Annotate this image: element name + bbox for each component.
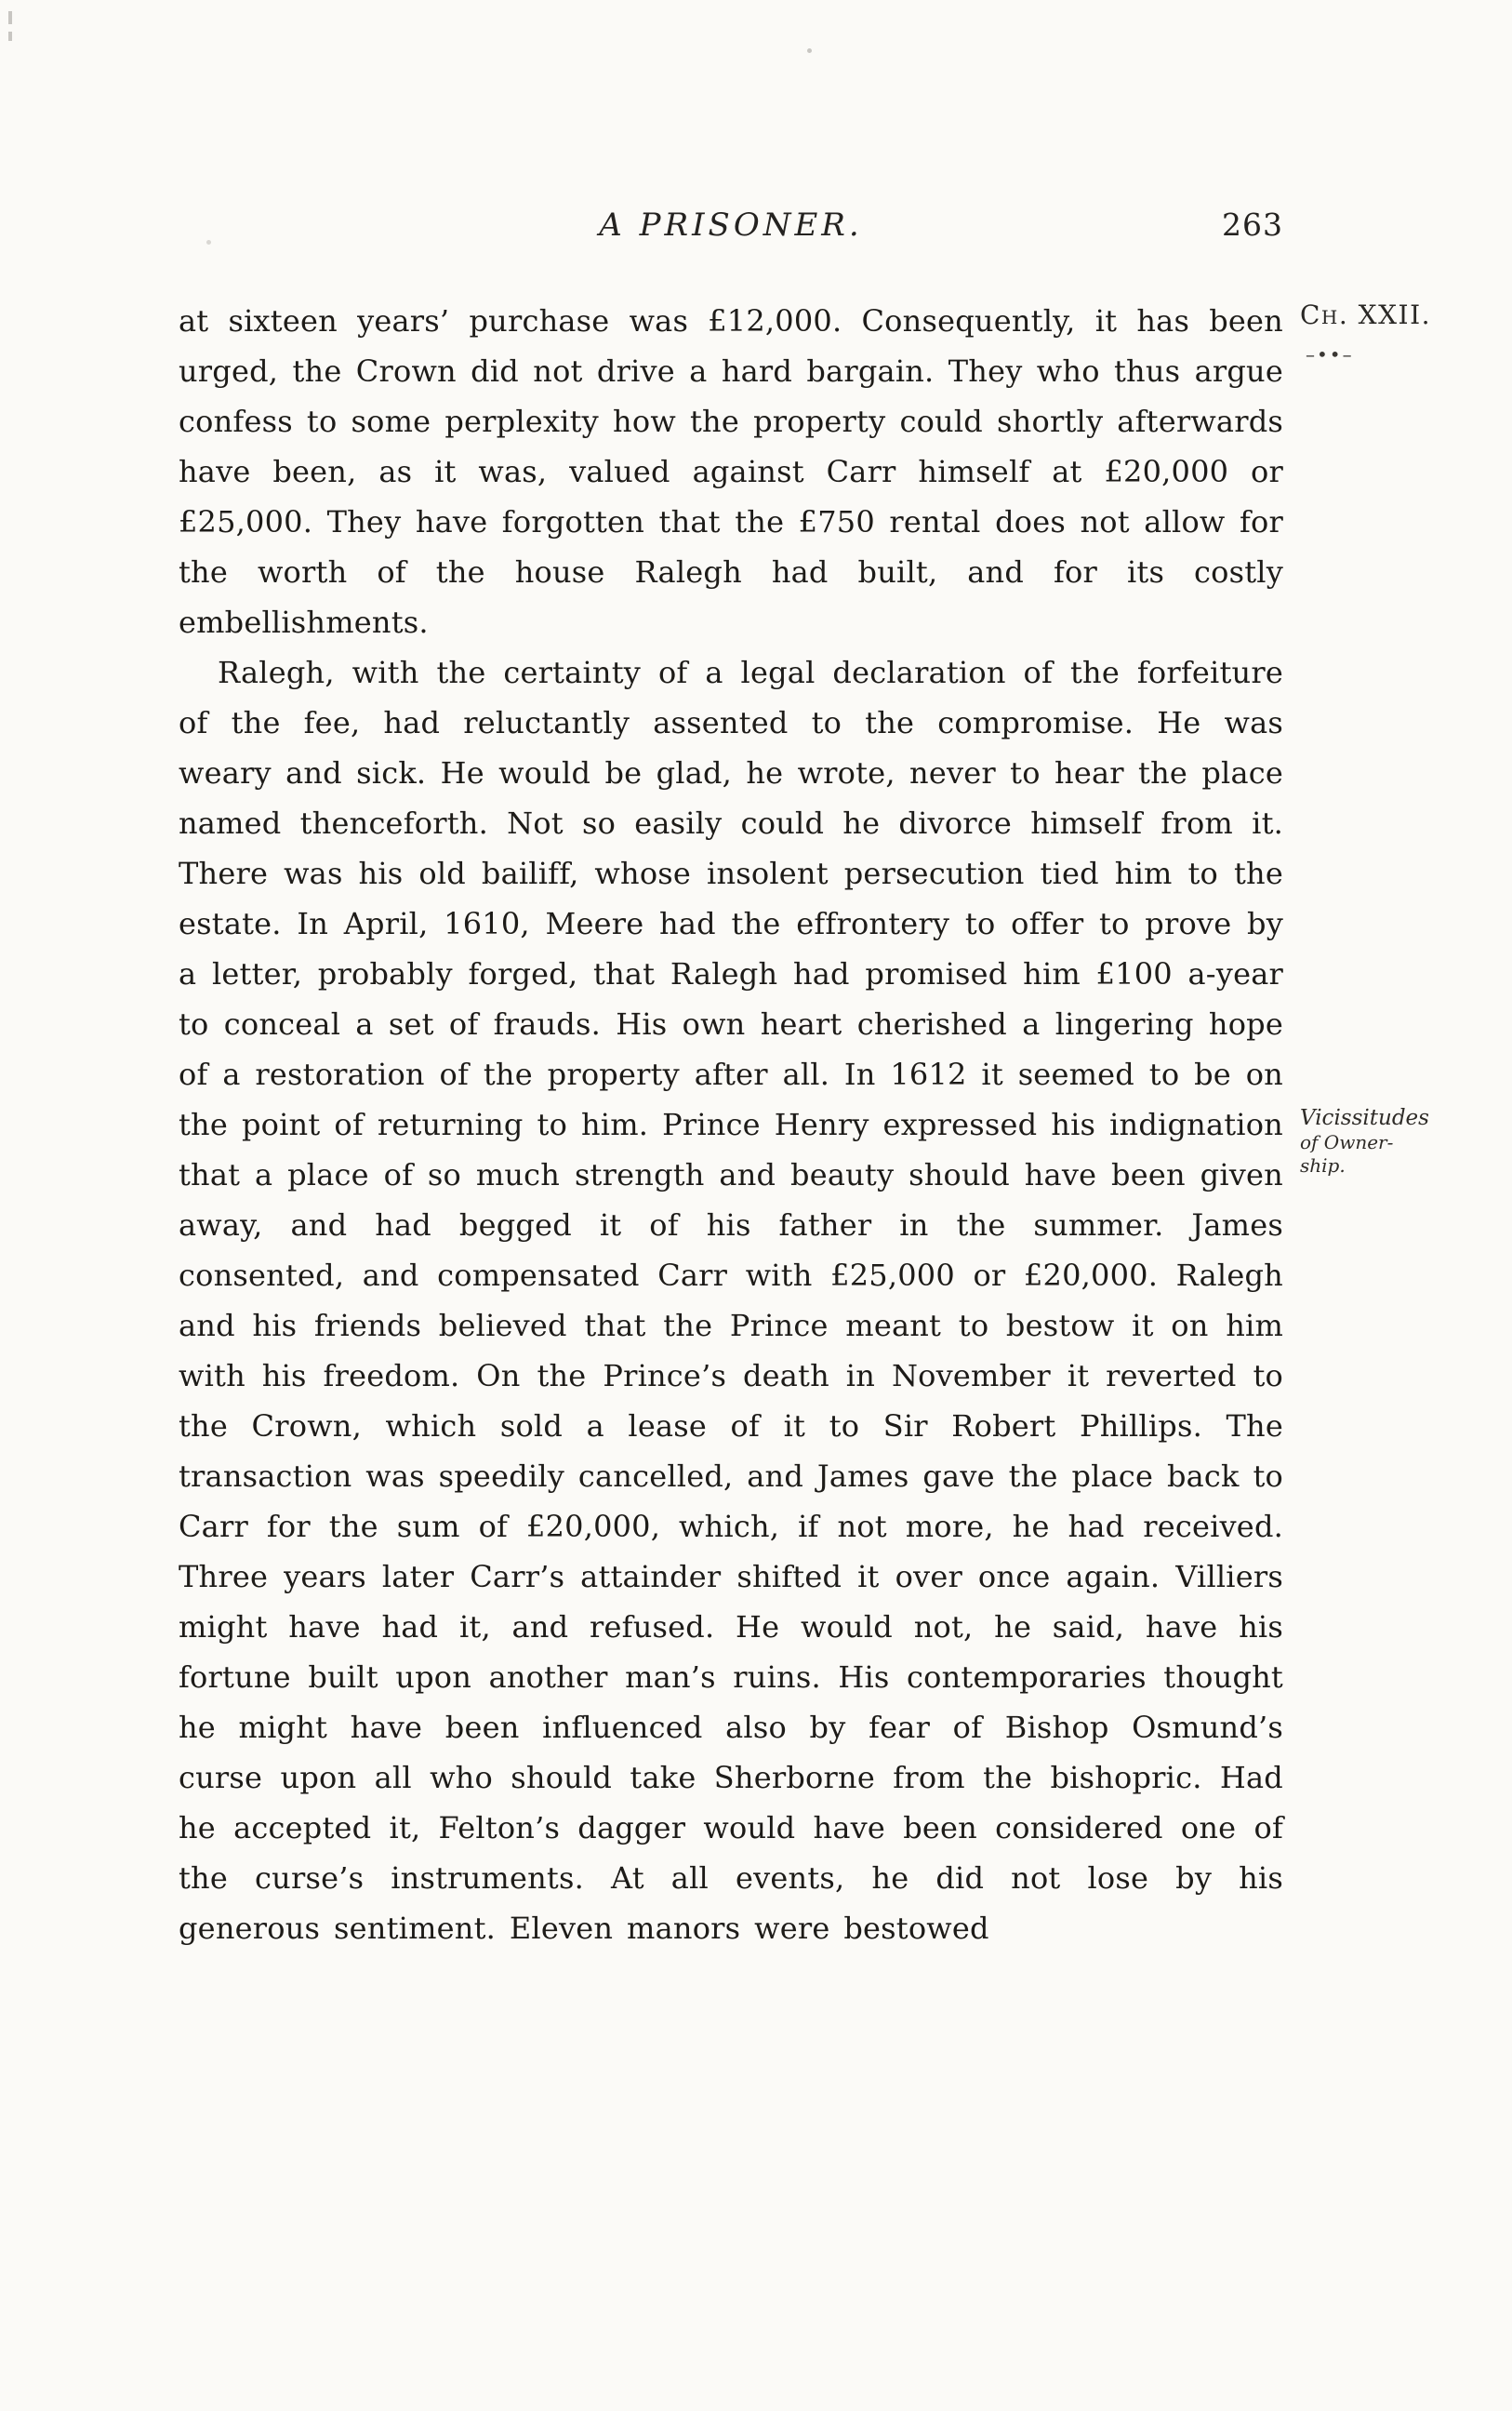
paragraph: Ralegh, with the certainty of a legal declaration of the forfeiture of the fee, had reluctantly assented to the compromise. He was weary and sick. He would be glad, he wrote, never to hear the place named thenceforth. Not so easily could he divorce himself from it. There was his old bailiff, whose insolent persecution tied him to the estate. In April, 1610, Meere had the effrontery to offer to prove by a letter, probably forged, that Ralegh had promised him £100 a-year to conceal a set of frauds. His own heart cherished a lingering hope of a restoration of the property after all. In 1612 it seemed to be on the point of returning to him. Prince Henry expressed his indignation that a place of so much strength and beauty should have been given away, and had begged it of his father in the summer. James consented, and compensated Carr with £25,000 or £20,000. Ralegh and his friends believed that the Prince meant to bestow it on him with his freedom. On the Prince’s death in November it reverted to the Crown, which sold a lease of it to Sir Robert Phillips. The transaction was speedily cancelled, and James gave the place back to Carr for the sum of £20,000, which, if not more, he had received. Three years later Carr’s attainder shifted it over once again. Villiers might have had it, and refused. He would not, he said, have his fortune built upon another man’s ruins. His contemporaries thought he might have been influenced also by fear of Bishop Osmund’s curse upon all who should take Sherborne from the bishopric. Had he accepted it, Felton’s dagger would have been considered one of the curse’s instruments. At all events, he did not lose by his generous sentiment. Eleven manors were bestowed [179,655,1284,1946]
page-number: 263 [1222,206,1283,243]
body-text [179,296,1283,1953]
running-title: A PRISONER. [599,206,863,244]
page-header [179,206,1283,249]
side-note-line: of Owner- [1300,1131,1394,1153]
scan-artifact [807,48,812,53]
scan-artifact [8,32,12,41]
ornament: –••– [1306,343,1354,366]
chapter-label: Ch. XXII. [1300,300,1432,330]
side-note-line: Vicissitudes [1300,1106,1429,1130]
side-note [1300,1105,1486,1178]
chapter-margin-note [1300,300,1500,366]
paragraph: at sixteen years’ purchase was £12,000. Consequently, it has been urged, the Crown did not drive a hard bargain. They who thus argue confess to some perplexity how the property could shortly afterwards have been, as it was, valued against Carr himself at £20,000 or £25,000. They have forgotten that the £750 rental does not allow for the worth of the house Ralegh had built, and for its costly embellishments. [179,303,1283,640]
scan-artifact [8,11,12,24]
side-note-line: ship. [1300,1154,1346,1177]
